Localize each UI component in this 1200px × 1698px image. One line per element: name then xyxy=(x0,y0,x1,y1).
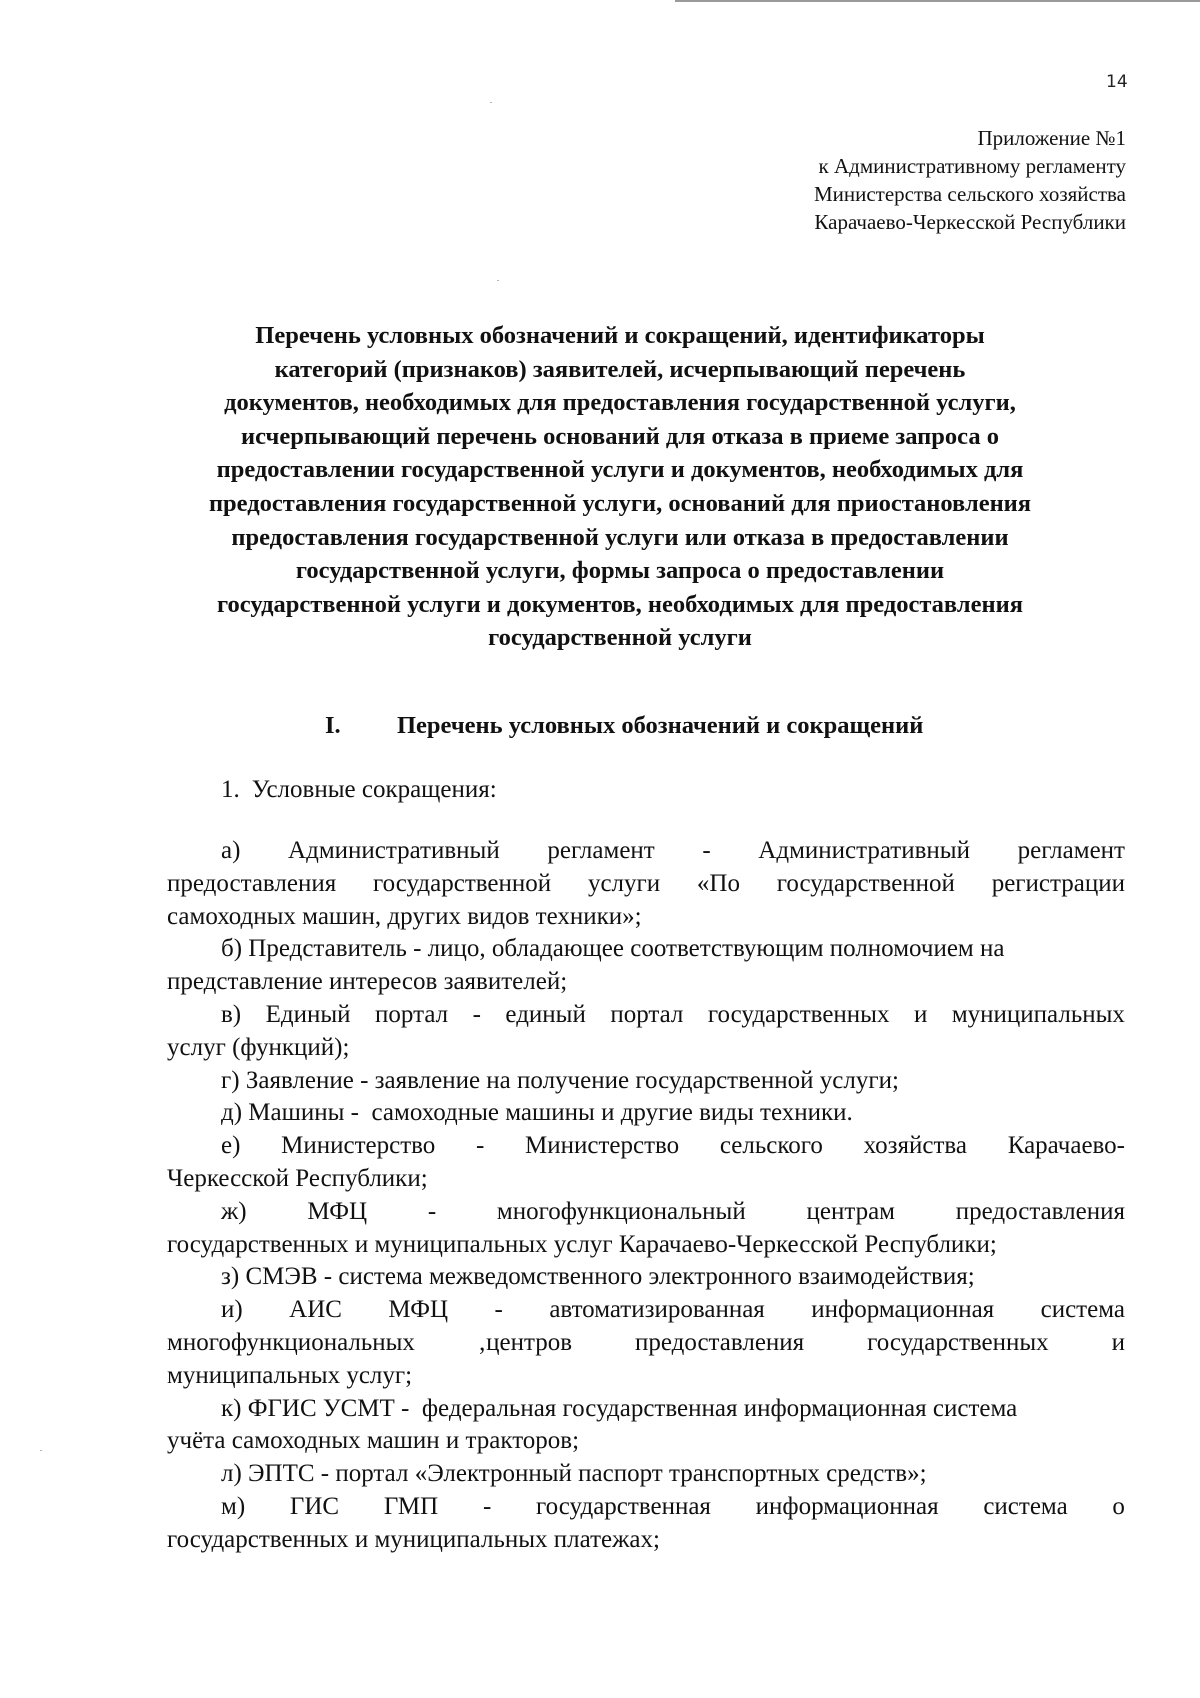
word: предоставления xyxy=(955,1197,1125,1225)
appendix-line: Карачаево-Черкесской Республики xyxy=(814,210,1126,234)
item-a-line-1 xyxy=(167,835,1125,868)
word: информационная xyxy=(811,1296,995,1324)
appendix-line: Приложение №1 xyxy=(977,126,1126,150)
subsection-number: 1. xyxy=(221,776,240,803)
section-title: Перечень условных обозначений и сокращений xyxy=(397,712,924,739)
word: предоставления xyxy=(167,869,337,897)
item-l-line-1: л) ЭПТС - портал «Электронный паспорт транспортных средств»; xyxy=(221,1460,927,1488)
item-zh-line-1 xyxy=(167,1196,1125,1229)
word: м) xyxy=(221,1492,246,1520)
title-line: предоставления государственной услуги, оснований для приостановления xyxy=(208,489,1032,517)
word: муниципальных xyxy=(951,1000,1125,1028)
word: ‚центров xyxy=(477,1328,573,1356)
scan-speck xyxy=(40,1450,42,1451)
subsection-label: Условные сокращения: xyxy=(251,776,497,803)
item-a-line-3: самоходных машин, других видов техники»; xyxy=(167,902,642,930)
title-line: государственной услуги и документов, необходимых для предоставления xyxy=(217,590,1023,618)
word: сельского xyxy=(719,1132,823,1160)
word: услуги xyxy=(587,869,661,897)
word: предоставления xyxy=(634,1328,805,1356)
word: регистрации xyxy=(991,869,1125,897)
item-k-line-1: к) ФГИС УСМТ - федеральная государственная информационная система xyxy=(221,1394,1018,1422)
word: в) xyxy=(221,1000,242,1028)
title-line: предоставлении государственной услуги и документов, необходимых для xyxy=(216,456,1024,484)
word: система xyxy=(1040,1296,1125,1324)
scan-speck xyxy=(497,280,499,281)
section-number: I. xyxy=(325,712,341,739)
title-line: Перечень условных обозначений и сокращений, идентификаторы xyxy=(255,322,985,349)
word: государственной xyxy=(776,869,955,897)
scan-top-edge-line xyxy=(675,0,1200,2)
item-i-line-1 xyxy=(167,1294,1125,1327)
word: - xyxy=(482,1492,492,1520)
word: единый xyxy=(505,1000,586,1028)
item-z-line-1: з) СМЭВ - система межведомственного электронного взаимодействия; xyxy=(221,1263,975,1291)
page-number: 14 xyxy=(1106,72,1128,92)
word: - xyxy=(427,1197,437,1225)
word: МФЦ xyxy=(388,1296,449,1324)
word: Административный xyxy=(288,837,500,864)
item-m-line-2: государственных и муниципальных платежах; xyxy=(167,1525,660,1553)
title-line: государственной услуги, формы запроса о предоставлении xyxy=(295,557,945,585)
word: хозяйства xyxy=(863,1132,968,1160)
item-b-line-2: представление интересов заявителей; xyxy=(167,968,568,996)
word: о xyxy=(1112,1492,1125,1520)
word: и xyxy=(913,1000,928,1028)
title-line: предоставления государственной услуги или отказа в предоставлении xyxy=(231,523,1009,551)
item-d-line-1: д) Машины - самоходные машины и другие виды техники. xyxy=(221,1099,853,1127)
title-line: документов, необходимых для предоставления государственной услуги, xyxy=(224,389,1016,417)
item-m-line-1 xyxy=(167,1491,1125,1524)
word: автоматизированная xyxy=(549,1296,765,1324)
word: и) xyxy=(221,1296,243,1324)
word: - xyxy=(472,1000,481,1028)
item-b-line-1: б) Представитель - лицо, обладающее соответствующим полномочием на xyxy=(221,935,1005,963)
word: система xyxy=(983,1492,1068,1520)
title-line: государственной услуги xyxy=(488,624,752,652)
scan-speck xyxy=(490,102,492,103)
word: е) xyxy=(221,1132,241,1160)
word: и xyxy=(1111,1328,1125,1356)
title-line: категорий (признаков) заявителей, исчерпывающий перечень xyxy=(274,355,966,383)
appendix-line: к Административному регламенту xyxy=(818,154,1126,178)
word: а) xyxy=(221,837,241,864)
item-zh-line-2: государственных и муниципальных услуг Карачаево-Черкесской Республики; xyxy=(167,1230,997,1258)
word: государственных xyxy=(867,1328,1049,1356)
word: регламент xyxy=(1017,837,1125,864)
word: Министерство xyxy=(525,1132,680,1160)
word: ж) xyxy=(221,1197,247,1225)
word: портал xyxy=(375,1000,449,1028)
word: АИС xyxy=(289,1296,342,1324)
word: Карачаево- xyxy=(1007,1132,1125,1160)
appendix-line: Министерства сельского хозяйства xyxy=(813,182,1126,206)
item-g-line-1: г) Заявление - заявление на получение государственной услуги; xyxy=(221,1066,899,1094)
word: Единый xyxy=(265,1000,351,1028)
abbreviations-list xyxy=(167,835,1125,1557)
item-v-line-1 xyxy=(167,999,1125,1032)
item-v-line-2: услуг (функций); xyxy=(167,1033,350,1061)
word: информационная xyxy=(755,1492,939,1520)
item-e-line-2: Черкесской Республики; xyxy=(167,1164,428,1192)
appendix-reference xyxy=(814,124,1126,236)
word: «По xyxy=(696,869,740,897)
item-k-line-2: учёта самоходных машин и тракторов; xyxy=(167,1427,580,1455)
word: - xyxy=(476,1132,485,1160)
word: Министерство xyxy=(281,1132,436,1160)
subsection-heading xyxy=(221,774,497,806)
item-i-line-2 xyxy=(167,1327,1125,1360)
word: портал xyxy=(610,1000,684,1028)
title-line: исчерпывающий перечень оснований для отказа в приеме запроса о xyxy=(241,422,999,450)
word: МФЦ xyxy=(307,1197,368,1225)
word: Административный xyxy=(758,837,970,864)
word: центрам xyxy=(806,1197,895,1225)
word: государственных xyxy=(707,1000,890,1028)
word: ГМП xyxy=(383,1492,439,1520)
word: - xyxy=(494,1296,503,1324)
item-e-line-1 xyxy=(167,1130,1125,1163)
word: государственная xyxy=(536,1492,711,1520)
item-a-line-2 xyxy=(167,868,1125,901)
word: многофункциональных xyxy=(167,1328,415,1356)
word: многофункциональный xyxy=(496,1197,746,1225)
word: государственной xyxy=(372,869,552,897)
item-i-line-3: муниципальных услуг; xyxy=(167,1361,413,1389)
document-title xyxy=(150,319,1090,655)
word: ГИС xyxy=(289,1492,340,1520)
word: - xyxy=(702,837,711,864)
word: регламент xyxy=(547,837,655,864)
